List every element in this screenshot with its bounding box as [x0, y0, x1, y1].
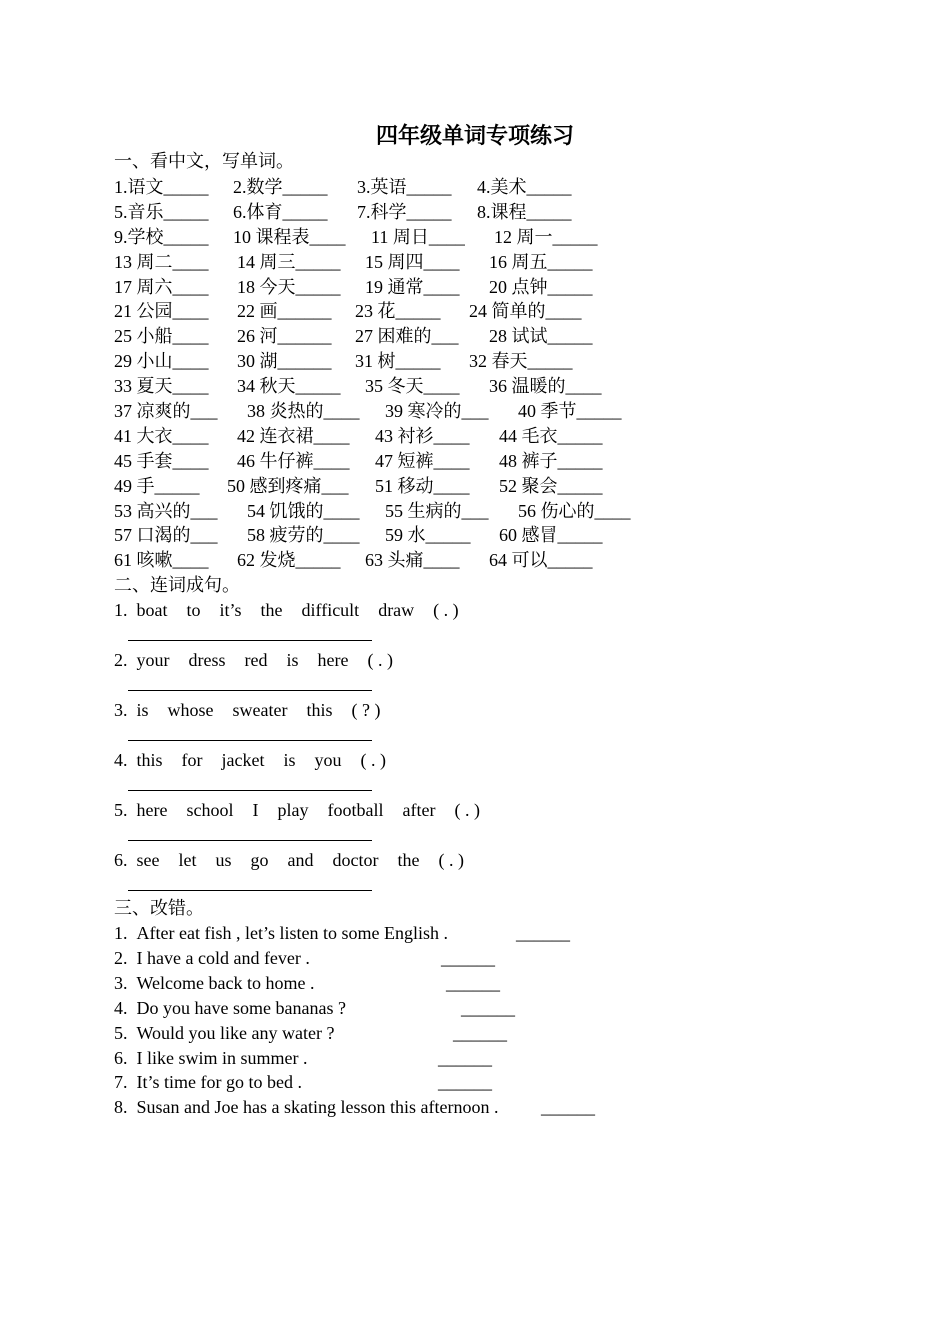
vocab-item[interactable]: 18 今天_____ — [237, 276, 341, 297]
sentence-word: ( . ) — [438, 850, 464, 870]
vocab-item[interactable]: 21 公园____ — [114, 301, 209, 322]
vocab-item[interactable]: 62 发烧_____ — [237, 550, 341, 571]
correction-answer-blank[interactable]: ______ — [516, 923, 570, 943]
vocab-item[interactable]: 64 可以_____ — [489, 550, 593, 571]
vocab-item[interactable]: 58 疲劳的____ — [247, 525, 360, 546]
sentence-word: the — [260, 600, 283, 620]
correction-number: 5. — [114, 1022, 128, 1043]
vocab-item[interactable]: 46 牛仔裤____ — [237, 450, 350, 471]
vocab-item[interactable]: 40 季节_____ — [518, 401, 622, 422]
sentence-word: this — [136, 750, 163, 770]
vocab-item[interactable]: 24 简单的____ — [469, 301, 582, 322]
vocab-item[interactable]: 50 感到疼痛___ — [227, 475, 349, 496]
vocab-item[interactable]: 29 小山____ — [114, 351, 209, 372]
correction-number: 4. — [114, 997, 128, 1018]
vocab-item[interactable]: 7.科学_____ — [357, 201, 452, 222]
sentence-word: and — [287, 850, 314, 870]
sentence-word: dress — [188, 650, 226, 670]
vocab-item[interactable]: 15 周四____ — [365, 251, 460, 272]
correction-item — [114, 1070, 492, 1094]
correction-number: 2. — [114, 947, 128, 968]
sentence-word: it’s — [219, 600, 242, 620]
sentence-word: school — [186, 800, 234, 820]
sentence-word: red — [244, 650, 268, 670]
correction-answer-blank[interactable]: ______ — [541, 1097, 595, 1118]
correction-sentence: I have a cold and fever . — [136, 947, 310, 968]
correction-number: 6. — [114, 1047, 128, 1068]
vocab-item[interactable]: 36 温暖的____ — [489, 376, 602, 397]
correction-sentence: I like swim in summer . — [136, 1047, 308, 1068]
vocab-item[interactable]: 11 周日____ — [371, 226, 465, 247]
vocab-item[interactable]: 60 感冒_____ — [499, 525, 603, 546]
sentence-item — [114, 698, 380, 722]
vocab-item[interactable]: 43 衬衫____ — [375, 425, 470, 446]
vocab-item[interactable]: 5.音乐_____ — [114, 201, 209, 222]
vocab-item[interactable]: 39 寒冷的___ — [385, 401, 489, 422]
correction-item — [114, 921, 570, 945]
correction-sentence: It’s time for go to bed . — [136, 1072, 302, 1093]
vocab-item[interactable]: 12 周一_____ — [494, 226, 598, 247]
sentence-word: let — [178, 850, 197, 870]
correction-sentence: After eat fish , let’s listen to some English . — [136, 923, 448, 943]
sentence-word: jacket — [221, 750, 265, 770]
vocab-item[interactable]: 6.体育_____ — [233, 201, 328, 222]
sentence-word: see — [136, 850, 160, 870]
correction-number: 8. — [114, 1097, 128, 1118]
sentence-word: go — [250, 850, 269, 870]
vocab-item[interactable]: 9.学校_____ — [114, 226, 209, 247]
sentence-word: us — [215, 850, 232, 870]
sentence-number: 1. — [114, 600, 128, 620]
correction-item — [114, 1021, 507, 1045]
sentence-item — [114, 798, 480, 822]
sentence-item — [114, 598, 459, 622]
sentence-word: is — [136, 700, 149, 720]
vocab-item[interactable]: 56 伤心的____ — [518, 500, 631, 521]
vocab-item[interactable]: 42 连衣裙____ — [237, 425, 350, 446]
correction-answer-blank[interactable]: ______ — [438, 1047, 492, 1068]
answer-line[interactable] — [128, 690, 372, 691]
vocab-item[interactable]: 27 困难的___ — [355, 326, 459, 347]
sentence-item — [114, 748, 386, 772]
vocab-item[interactable]: 47 短裤____ — [375, 450, 470, 471]
sentence-word: boat — [136, 600, 168, 620]
sentence-word: the — [397, 850, 420, 870]
sentence-word: after — [402, 800, 436, 820]
vocab-item[interactable]: 52 聚会_____ — [499, 475, 603, 496]
section2-heading: 二、连词成句。 — [114, 575, 240, 595]
sentence-item — [114, 848, 464, 872]
answer-line[interactable] — [128, 640, 372, 641]
worksheet-title: 四年级单词专项练习 — [375, 123, 574, 148]
vocab-item[interactable]: 54 饥饿的____ — [247, 500, 360, 521]
sentence-word: ( . ) — [454, 800, 480, 820]
correction-sentence: Susan and Joe has a skating lesson this afternoon . — [136, 1097, 499, 1118]
vocab-item[interactable]: 10 课程表____ — [233, 226, 346, 247]
vocab-item[interactable]: 49 手_____ — [114, 475, 200, 496]
sentence-word: is — [286, 650, 299, 670]
sentence-word: is — [283, 750, 296, 770]
vocab-item[interactable]: 48 裤子_____ — [499, 450, 603, 471]
answer-line[interactable] — [128, 840, 372, 841]
sentence-word: ( . ) — [433, 600, 459, 620]
correction-sentence: Would you like any water ? — [136, 1022, 335, 1043]
sentence-word: for — [181, 750, 203, 770]
sentence-number: 6. — [114, 850, 128, 870]
sentence-word: to — [186, 600, 201, 620]
vocab-item[interactable]: 23 花_____ — [355, 301, 441, 322]
sentence-word: sweater — [232, 700, 288, 720]
sentence-number: 5. — [114, 800, 128, 820]
vocab-item[interactable]: 13 周二____ — [114, 251, 209, 272]
vocab-item[interactable]: 51 移动____ — [375, 475, 470, 496]
vocab-item[interactable]: 17 周六____ — [114, 276, 209, 297]
vocab-item[interactable]: 37 凉爽的___ — [114, 401, 218, 422]
sentence-word: your — [136, 650, 170, 670]
sentence-number: 3. — [114, 700, 128, 720]
vocab-item[interactable]: 2.数学_____ — [233, 177, 328, 197]
correction-number: 3. — [114, 972, 128, 993]
vocab-item[interactable]: 8.课程_____ — [477, 201, 572, 222]
correction-answer-blank[interactable]: ______ — [438, 1072, 492, 1093]
correction-item — [114, 1095, 595, 1119]
correction-sentence: Welcome back to home . — [136, 972, 315, 993]
vocab-item[interactable]: 55 生病的___ — [385, 500, 489, 521]
sentence-word: draw — [378, 600, 415, 620]
sentence-word: here — [136, 800, 168, 820]
sentence-word: football — [327, 800, 384, 820]
vocab-item[interactable]: 33 夏天____ — [114, 376, 209, 397]
vocab-item[interactable]: 45 手套____ — [114, 450, 209, 471]
vocab-item[interactable]: 14 周三_____ — [237, 251, 341, 272]
vocab-item[interactable]: 30 湖______ — [237, 351, 332, 372]
vocab-item[interactable]: 25 小船____ — [114, 326, 209, 347]
vocab-item[interactable]: 35 冬天____ — [365, 376, 460, 397]
answer-line[interactable] — [128, 790, 372, 791]
sentence-word: this — [306, 700, 333, 720]
correction-item — [114, 971, 500, 995]
vocab-item[interactable]: 1.语文_____ — [114, 177, 209, 197]
correction-answer-blank[interactable]: ______ — [441, 947, 495, 968]
vocab-item[interactable]: 31 树_____ — [355, 351, 441, 372]
answer-line[interactable] — [128, 740, 372, 741]
sentence-item — [114, 648, 393, 672]
correction-item — [114, 946, 495, 970]
vocab-item[interactable]: 22 画______ — [237, 301, 332, 322]
sentence-word: whose — [167, 700, 214, 720]
correction-answer-blank[interactable]: ______ — [461, 997, 515, 1018]
section3-heading: 三、改错。 — [114, 898, 204, 918]
vocab-item[interactable]: 20 点钟_____ — [489, 276, 593, 297]
correction-number: 7. — [114, 1072, 128, 1093]
vocab-item[interactable]: 19 通常____ — [365, 276, 460, 297]
sentence-word: difficult — [301, 600, 360, 620]
sentence-word: ( . ) — [367, 650, 393, 670]
sentence-number: 2. — [114, 650, 128, 670]
section1-heading: 一、看中文，写单词。 — [114, 151, 294, 171]
vocab-item[interactable]: 41 大衣____ — [114, 425, 209, 446]
vocab-item[interactable]: 53 高兴的___ — [114, 500, 218, 521]
correction-item — [114, 1046, 492, 1070]
vocab-item[interactable]: 63 头痛____ — [365, 550, 460, 571]
sentence-word: play — [277, 800, 309, 820]
correction-answer-blank[interactable]: ______ — [446, 972, 500, 993]
answer-line[interactable] — [128, 890, 372, 891]
vocab-item[interactable]: 59 水_____ — [385, 525, 471, 546]
sentence-word: here — [317, 650, 349, 670]
vocab-item[interactable]: 32 春天_____ — [469, 351, 573, 372]
correction-item — [114, 996, 515, 1020]
sentence-word: ( . ) — [360, 750, 387, 770]
vocab-item[interactable]: 3.英语_____ — [357, 177, 452, 197]
vocab-item[interactable]: 28 试试_____ — [489, 326, 593, 347]
vocab-item[interactable]: 34 秋天_____ — [237, 376, 341, 397]
correction-number: 1. — [114, 923, 128, 943]
correction-answer-blank[interactable]: ______ — [453, 1022, 507, 1043]
vocab-item[interactable]: 44 毛衣_____ — [499, 425, 603, 446]
vocab-item[interactable]: 4.美术_____ — [477, 177, 572, 197]
sentence-word: doctor — [332, 850, 379, 870]
vocab-item[interactable]: 38 炎热的____ — [247, 401, 360, 422]
vocab-item[interactable]: 26 河______ — [237, 326, 332, 347]
correction-sentence: Do you have some bananas ? — [136, 997, 346, 1018]
vocab-item[interactable]: 16 周五_____ — [489, 251, 593, 272]
vocab-item[interactable]: 57 口渴的___ — [114, 525, 218, 546]
sentence-number: 4. — [114, 750, 128, 770]
sentence-word: I — [252, 800, 259, 820]
vocab-item[interactable]: 61 咳嗽____ — [114, 550, 209, 571]
sentence-word: ( ? ) — [351, 700, 381, 720]
sentence-word: you — [314, 750, 342, 770]
